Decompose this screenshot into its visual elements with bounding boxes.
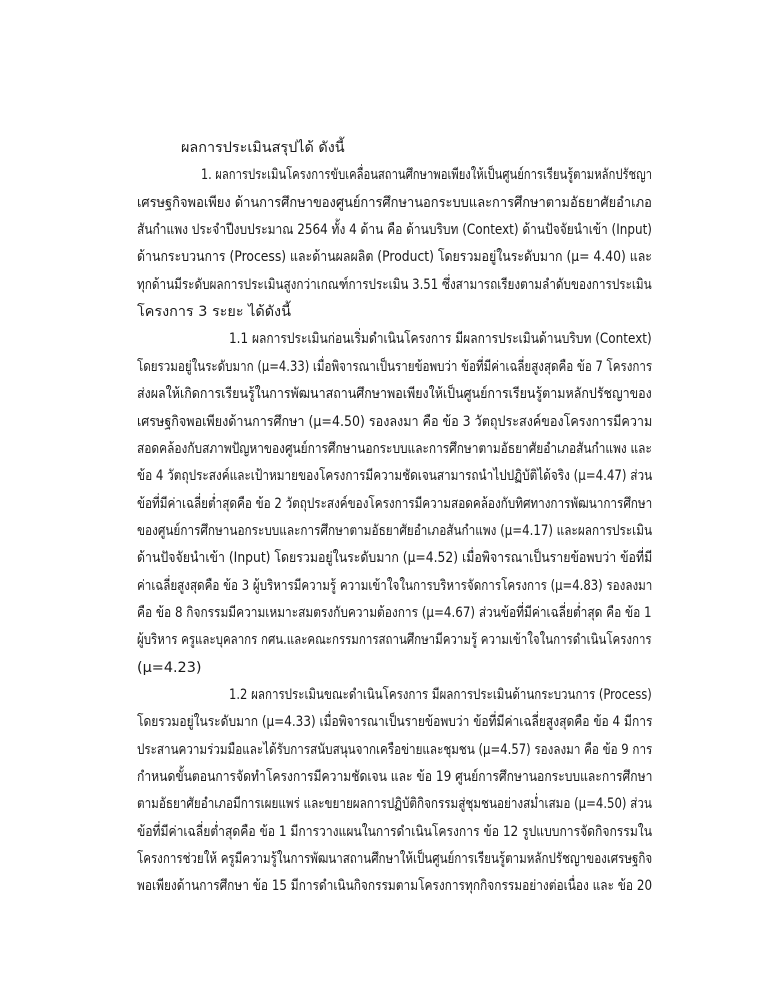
paragraph-line: ตามอัธยาศัยอำเภอมีการเผยแพร่ และขยายผลการปฏิบัติกิจกรรมสู่ชุมชนอย่างสม่ำเสมอ (μ=4.50) ส่วน bbox=[137, 796, 652, 813]
paragraph-line: ค่าเฉลี่ยสูงสุดคือ ข้อ 3 ผู้บริหารมีความรู้ ความเข้าใจในการบริหารจัดการโครงการ (μ=4.83) รองลงมา bbox=[137, 577, 653, 594]
paragraph-line: พอเพียงด้านการศึกษา ข้อ 15 มีการดำเนินกิจกรรมตามโครงการทุกกิจกรรมอย่างต่อเนื่อง และ ข้อ 20 bbox=[137, 878, 653, 895]
paragraph-line: โครงการ 3 ระยะ ได้ดังนี้ bbox=[137, 304, 291, 321]
paragraph-line: โดยรวมอยู่ในระดับมาก (μ=4.33) เมื่อพิจารณาเป็นรายข้อพบว่า ข้อที่มีค่าเฉลี่ยสูงสุดคือ ข้อ 4 มีการ bbox=[137, 714, 653, 731]
paragraph-line: ด้านปัจจัยนำเข้า (Input) โดยรวมอยู่ในระดับมาก (μ=4.52) เมื่อพิจารณาเป็นรายข้อพบว่า ข้อที่มี bbox=[137, 550, 653, 567]
paragraph-line: คือ ข้อ 8 กิจกรรมมีความเหมาะสมตรงกับความต้องการ (μ=4.67) ส่วนข้อที่มีค่าเฉลี่ยต่ำสุด คือ ข้อ 1 bbox=[137, 604, 652, 621]
paragraph-line: สอดคล้องกับสภาพปัญหาของศูนย์การศึกษานอกระบบและการศึกษาตามอัธยาศัยอำเภอสันกำแพง และ bbox=[137, 440, 652, 457]
paragraph-line: 1. ผลการประเมินโครงการขับเคลื่อนสถานศึกษาพอเพียงให้เป็นศูนย์การเรียนรู้ตามหลักปรัชญา bbox=[201, 167, 653, 184]
paragraph-line: ประสานความร่วมมือและได้รับการสนับสนุนจากเครือข่ายและชุมชน (μ=4.57) รองลงมา คือ ข้อ 9 การ bbox=[137, 741, 653, 758]
paragraph-line: เศรษฐกิจพอเพียงด้านการศึกษา (μ=4.50) รองลงมา คือ ข้อ 3 วัตถุประสงค์ของโครงการมีความ bbox=[137, 413, 653, 430]
paragraph-line: โดยรวมอยู่ในระดับมาก (μ=4.33) เมื่อพิจารณาเป็นรายข้อพบว่า ข้อที่มีค่าเฉลี่ยสูงสุดคือ ข้อ 7 โครงการ bbox=[137, 358, 653, 375]
paragraph-line: ผู้บริหาร ครูและบุคลากร กศน.และคณะกรรมการสถานศึกษามีความรู้ ความเข้าใจในการดำเนินโครงการ bbox=[137, 632, 652, 649]
subsection-heading: 1.1 ผลการประเมินก่อนเริ่มดำเนินโครงการ มีผลการประเมินด้านบริบท (Context) bbox=[229, 331, 652, 348]
paragraph-line: โครงการช่วยให้ ครูมีความรู้ในการพัฒนาสถานศึกษาให้เป็นศูนย์การเรียนรู้ตามหลักปรัชญาของเศรษฐกิจ bbox=[137, 851, 653, 868]
paragraph-line: ข้อ 4 วัตถุประสงค์และเป้าหมายของโครงการมีความชัดเจนสามารถนำไปปฏิบัติได้จริง (μ=4.47) ส่วน bbox=[137, 468, 653, 485]
paragraph-line: กำหนดขั้นตอนการจัดทำโครงการมีความชัดเจน และ ข้อ 19 ศูนย์การศึกษานอกระบบและการศึกษา bbox=[137, 769, 653, 786]
paragraph-line: ทุกด้านมีระดับผลการประเมินสูงกว่าเกณฑ์การประเมิน 3.51 ซึ่งสามารถเรียงตามลำดับของการประเมิน bbox=[137, 276, 652, 293]
paragraph-line: ข้อที่มีค่าเฉลี่ยต่ำสุดคือ ข้อ 1 มีการวางแผนในการดำเนินโครงการ ข้อ 12 รูปแบบการจัดกิจกรรมใน bbox=[137, 823, 652, 840]
paragraph-line: ข้อที่มีค่าเฉลี่ยต่ำสุดคือ ข้อ 2 วัตถุประสงค์ของโครงการมีความสอดคล้องกับทิศทางการพัฒนาการศึกษา bbox=[137, 495, 653, 512]
subsection-heading: 1.2 ผลการประเมินขณะดำเนินโครงการ มีผลการประเมินด้านกระบวนการ (Process) bbox=[229, 687, 652, 703]
paragraph-line: (μ=4.23) bbox=[137, 659, 202, 676]
paragraph-line: ของศูนย์การศึกษานอกระบบและการศึกษาตามอัธยาศัยอำเภอสันกำแพง (μ=4.17) และผลการประเมิน bbox=[137, 522, 653, 539]
summary-heading: ผลการประเมินสรุปได้ ดังนี้ bbox=[181, 140, 345, 156]
paragraph-line: ด้านกระบวนการ (Process) และด้านผลผลิต (Product) โดยรวมอยู่ในระดับมาก (μ= 4.40) และ bbox=[137, 249, 652, 266]
paragraph-line: ส่งผลให้เกิดการเรียนรู้ในการพัฒนาสถานศึกษาพอเพียงให้เป็นศูนย์การเรียนรู้ตามหลักปรัชญาของ bbox=[137, 386, 652, 403]
paragraph-line: สันกำแพง ประจำปีงบประมาณ 2564 ทั้ง 4 ด้าน คือ ด้านบริบท (Context) ด้านปัจจัยนำเข้า (Input) bbox=[137, 222, 652, 239]
paragraph-line: เศรษฐกิจพอเพียง ด้านการศึกษาของศูนย์การศึกษานอกระบบและการศึกษาตามอัธยาศัยอำเภอ bbox=[137, 194, 652, 211]
